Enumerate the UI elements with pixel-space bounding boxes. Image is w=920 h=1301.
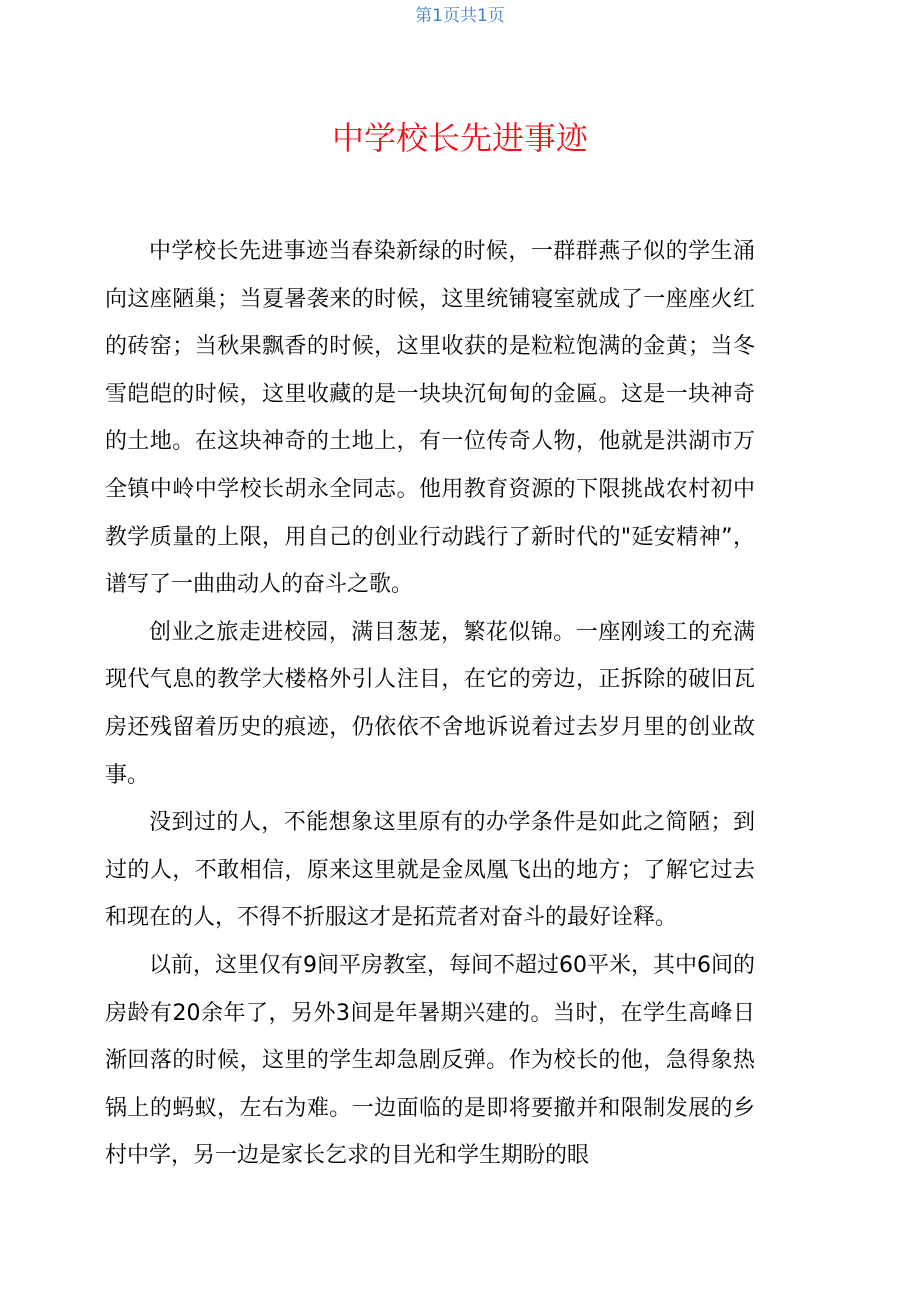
page-number-indicator: 第1页共1页 [415, 6, 505, 26]
document-title: 中学校长先进事迹 [331, 119, 588, 157]
paragraph-2: 创业之旅走进校园，满目葱茏，繁花似锦。一座刚竣工的充满现代气息的教学大楼格外引人注目，在它的旁边，正拆除的破旧瓦房还残留着历史的痕迹，仍依依不舍地诉说着过去岁月里的创业故事。 [105, 619, 755, 788]
document-body [105, 228, 755, 1180]
paragraph-3: 没到过的人，不能想象这里原有的办学条件是如此之简陋；到过的人，不敢相信，原来这里就是金凤凰飞出的地方；了解它过去和现在的人，不得不折服这才是拓荒者对奋斗的最好诠释。 [105, 810, 755, 931]
paragraph-4: 以前，这里仅有9间平房教室，每间不超过60平米，其中6间的房龄有20余年了，另外3间是年暑期兴建的。当时，在学生高峰日渐回落的时候，这里的学生却急剧反弹。作为校长的他，急得象热锅上的蚂蚁，左右为难。一边面临的是即将要撤并和限制发展的乡村中学，另一边是家长乞求的目光和学生期盼的眼 [105, 952, 755, 1169]
paragraph-1: 中学校长先进事迹当春染新绿的时候，一群群燕子似的学生涌向这座陋巢；当夏暑袭来的时候，这里统铺寝室就成了一座座火红的砖窑；当秋果飘香的时候，这里收获的是粒粒饱满的金黄；当冬雪皑皑的时候，这里收藏的是一块块沉甸甸的金匾。这是一块神奇的土地。在这块神奇的土地上，有一位传奇人物，他就是洪湖市万全镇中岭中学校长胡永全同志。他用教育资源的下限挑战农村初中教学质量的上限，用自己的创业行动践行了新时代的"延安精神”，谱写了一曲曲动人的奋斗之歌。 [105, 239, 755, 598]
